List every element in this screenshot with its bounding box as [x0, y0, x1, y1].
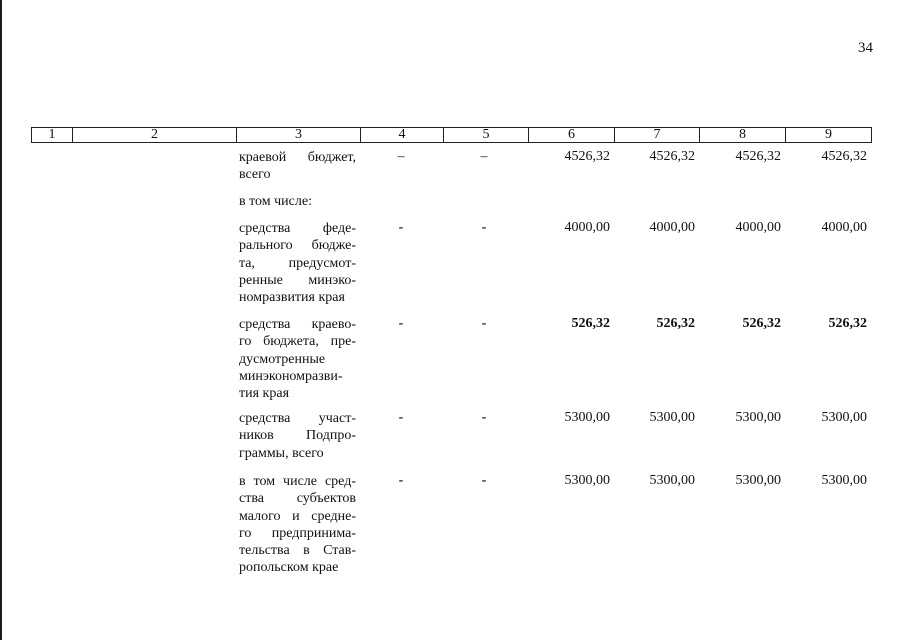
row-sme-funds-col8: 5300,00: [735, 473, 781, 488]
row-label-line: средства феде-: [239, 221, 356, 236]
row-participants-funds-col8: 5300,00: [735, 410, 781, 425]
row-total-regional-budget-col7: 4526,32: [649, 149, 695, 164]
column-number-8: 8: [699, 128, 785, 142]
column-number-9: 9: [785, 128, 872, 142]
row-federal-funds-col4: -: [398, 220, 404, 235]
column-number-1: 1: [31, 128, 72, 142]
row-label-line: го бюджета, пре-: [239, 334, 356, 350]
row-regional-funds-col9: 526,32: [828, 316, 867, 331]
table-column-numbers: [31, 127, 872, 143]
row-regional-funds-label: [239, 316, 356, 402]
row-regional-funds-col5: -: [481, 316, 487, 331]
column-number-3: 3: [236, 128, 360, 142]
row-sme-funds-col4: -: [398, 473, 404, 488]
row-regional-funds-col4: -: [398, 316, 404, 331]
page-left-edge: [0, 0, 2, 640]
row-sme-funds-col5: -: [481, 473, 487, 488]
row-participants-funds-label: [239, 410, 356, 462]
row-label-line: рального бюдже-: [239, 238, 356, 254]
row-label-line: краевой бюджет,: [239, 150, 356, 165]
row-federal-funds-col8: 4000,00: [735, 220, 781, 235]
row-label-line: номразвития края: [239, 290, 345, 306]
row-total-regional-budget-col8: 4526,32: [735, 149, 781, 164]
row-sme-funds-col9: 5300,00: [821, 473, 867, 488]
row-label-line: ников Подпро-: [239, 428, 356, 444]
row-label-line: ропольском крае: [239, 560, 339, 576]
column-number-7: 7: [614, 128, 699, 142]
row-federal-funds-col7: 4000,00: [649, 220, 695, 235]
row-sme-funds-label: [239, 473, 356, 577]
column-number-2: 2: [72, 128, 236, 142]
row-federal-funds-col6: 4000,00: [564, 220, 610, 235]
row-label-line: малого и средне-: [239, 508, 356, 524]
row-including-label: [239, 193, 356, 210]
row-participants-funds-col9: 5300,00: [821, 410, 867, 425]
row-label-line: го предпринима-: [239, 525, 356, 541]
column-number-4: 4: [360, 128, 443, 142]
row-label-line: всего: [239, 167, 271, 183]
row-total-regional-budget-col6: 4526,32: [564, 149, 610, 164]
row-label-line: средства краево-: [239, 317, 356, 332]
row-label-line: тельства в Став-: [239, 543, 356, 559]
row-label-line: та, предусмот-: [239, 255, 356, 271]
row-label-line: граммы, всего: [239, 445, 324, 461]
row-participants-funds-col4: -: [398, 410, 404, 425]
row-sme-funds-col7: 5300,00: [649, 473, 695, 488]
row-label-line: ренные минэко-: [239, 272, 356, 288]
row-total-regional-budget-col4: –: [397, 149, 405, 164]
row-sme-funds-col6: 5300,00: [564, 473, 610, 488]
row-total-regional-budget-label: [239, 149, 356, 184]
row-participants-funds-col7: 5300,00: [649, 410, 695, 425]
row-regional-funds-col6: 526,32: [571, 316, 610, 331]
row-label-line: в том числе:: [239, 194, 312, 209]
row-label-line: минэкономразви-: [239, 368, 343, 384]
row-label-line: в том числе сред-: [239, 474, 356, 489]
row-label-line: тия края: [239, 386, 290, 402]
row-label-line: дусмотренные: [239, 351, 326, 367]
row-total-regional-budget-col9: 4526,32: [821, 149, 867, 164]
column-number-5: 5: [443, 128, 528, 142]
column-number-6: 6: [528, 128, 614, 142]
page-number: 34: [858, 40, 873, 56]
row-federal-funds-col5: -: [481, 220, 487, 235]
row-total-regional-budget-col5: –: [480, 149, 488, 164]
row-regional-funds-col8: 526,32: [742, 316, 781, 331]
row-label-line: средства участ-: [239, 411, 356, 426]
row-regional-funds-col7: 526,32: [656, 316, 695, 331]
row-federal-funds-label: [239, 220, 356, 306]
row-participants-funds-col5: -: [481, 410, 487, 425]
row-federal-funds-col9: 4000,00: [821, 220, 867, 235]
row-label-line: ства субъектов: [239, 491, 356, 507]
row-participants-funds-col6: 5300,00: [564, 410, 610, 425]
